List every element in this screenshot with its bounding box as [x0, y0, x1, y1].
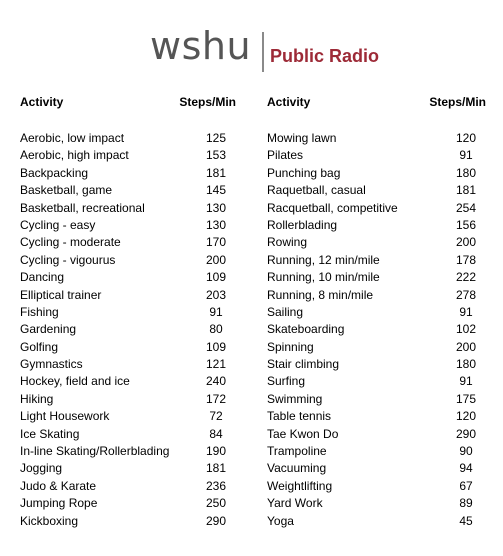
steps-value: 121: [205, 357, 227, 372]
steps-value: 91: [459, 374, 473, 389]
table-row: [267, 339, 486, 356]
activity-name: Kickboxing: [20, 513, 79, 528]
steps-value: 181: [455, 183, 477, 198]
steps-value: 145: [205, 183, 227, 198]
activity-name: Mowing lawn: [267, 131, 337, 145]
activity-name: Hockey, field and ice: [20, 374, 130, 389]
table-row: [20, 130, 236, 147]
table-row: [20, 304, 236, 321]
steps-value: 120: [455, 409, 477, 424]
activity-name: Cycling - moderate: [20, 235, 121, 250]
activity-name: Running, 12 min/mile: [267, 252, 380, 267]
steps-value: 222: [455, 270, 477, 285]
table-row: [267, 217, 486, 234]
table-row: [267, 443, 486, 460]
table-row: [267, 478, 486, 495]
steps-value: 120: [455, 131, 477, 145]
steps-value: 67: [459, 478, 473, 493]
activity-name: Running, 10 min/mile: [267, 270, 380, 285]
steps-value: 203: [205, 287, 227, 302]
table-row: [267, 147, 486, 164]
steps-value: 190: [205, 444, 227, 459]
steps-value: 200: [205, 252, 227, 267]
activity-name: Gymnastics: [20, 357, 83, 372]
steps-value: 200: [455, 235, 477, 250]
table-row: [267, 495, 486, 512]
activity-name: Trampoline: [267, 444, 327, 459]
activity-name: Stair climbing: [267, 357, 340, 372]
table-header: [20, 95, 236, 111]
activity-name: Cycling - easy: [20, 217, 96, 232]
table-row: [20, 460, 236, 477]
right-table: [267, 95, 486, 530]
activity-name: Vacuuming: [267, 461, 327, 476]
table-row: [267, 252, 486, 269]
steps-value: 181: [205, 461, 227, 476]
table-row: [20, 217, 236, 234]
activity-name: Backpacking: [20, 165, 89, 180]
steps-value: 178: [455, 252, 477, 267]
steps-value: 94: [459, 461, 473, 476]
steps-value: 109: [205, 270, 227, 285]
steps-value: 89: [459, 496, 473, 511]
left-table: [20, 95, 236, 530]
steps-value: 130: [205, 200, 227, 215]
table-row: [20, 478, 236, 495]
steps-value: 72: [209, 409, 223, 424]
activity-name: Yoga: [267, 513, 294, 528]
table-row: [20, 373, 236, 390]
steps-header: Steps/Min: [429, 95, 486, 109]
steps-value: 80: [209, 322, 223, 337]
activity-name: Racquetball, competitive: [267, 200, 398, 215]
table-row: [20, 252, 236, 269]
activity-name: Raquetball, casual: [267, 183, 366, 198]
steps-value: 45: [459, 513, 473, 528]
steps-value: 90: [459, 444, 473, 459]
table-row: [267, 130, 486, 147]
activity-name: Basketball, game: [20, 183, 113, 198]
table-row: [20, 408, 236, 425]
table-row: [267, 391, 486, 408]
steps-value: 180: [455, 165, 477, 180]
activity-name: Cycling - vigourus: [20, 252, 116, 267]
table-row: [20, 269, 236, 286]
table-row: [20, 287, 236, 304]
activity-name: Dancing: [20, 270, 65, 285]
activity-name: Ice Skating: [20, 426, 80, 441]
steps-value: 91: [209, 304, 223, 319]
left-rows: [20, 130, 236, 530]
table-row: [267, 304, 486, 321]
activity-name: Sailing: [267, 304, 304, 319]
steps-value: 180: [455, 357, 477, 372]
table-row: [20, 321, 236, 338]
activity-name: Rowing: [267, 235, 308, 250]
activity-name: In-line Skating/Rollerblading: [20, 444, 170, 459]
table-row: [20, 495, 236, 512]
table-row: [267, 287, 486, 304]
steps-value: 240: [205, 374, 227, 389]
steps-value: 91: [459, 148, 473, 163]
activity-name: Spinning: [267, 339, 314, 354]
table-row: [20, 339, 236, 356]
activity-name: Jumping Rope: [20, 496, 98, 511]
activity-name: Gardening: [20, 322, 77, 337]
activity-name: Hiking: [20, 391, 54, 406]
activity-name: Yard Work: [267, 496, 323, 511]
table-row: [20, 426, 236, 443]
table-row: [20, 200, 236, 217]
activity-header: Activity: [20, 95, 64, 109]
activity-name: Jogging: [20, 461, 63, 476]
activity-header: Activity: [267, 95, 311, 109]
steps-value: 102: [455, 322, 477, 337]
steps-value: 278: [455, 287, 477, 302]
activity-name: Fishing: [20, 304, 59, 319]
activity-name: Pilates: [267, 148, 304, 163]
steps-value: 290: [455, 426, 477, 441]
activity-name: Tae Kwon Do: [267, 426, 339, 441]
table-row: [20, 513, 236, 530]
steps-value: 153: [205, 148, 227, 163]
table-row: [267, 408, 486, 425]
wshu-logo: [150, 24, 380, 75]
steps-value: 125: [205, 131, 227, 145]
logo-tagline: Public Radio: [270, 46, 380, 66]
table-row: [267, 321, 486, 338]
activity-name: Swimming: [267, 391, 323, 406]
activity-name: Table tennis: [267, 409, 332, 424]
table-row: [20, 147, 236, 164]
activity-name: Aerobic, high impact: [20, 148, 129, 163]
table-row: [267, 182, 486, 199]
table-row: [267, 513, 486, 530]
table-row: [20, 443, 236, 460]
table-row: [20, 356, 236, 373]
steps-value: 250: [205, 496, 227, 511]
table-row: [20, 165, 236, 182]
activity-name: Surfing: [267, 374, 306, 389]
steps-value: 290: [205, 513, 227, 528]
steps-value: 130: [205, 217, 227, 232]
steps-value: 91: [459, 304, 473, 319]
activity-name: Elliptical trainer: [20, 287, 102, 302]
activity-name: Skateboarding: [267, 322, 345, 337]
steps-value: 181: [205, 165, 227, 180]
steps-value: 84: [209, 426, 223, 441]
table-row: [20, 234, 236, 251]
steps-value: 172: [205, 391, 227, 406]
table-row: [267, 234, 486, 251]
logo-wordmark: wshu: [150, 24, 252, 68]
steps-value: 170: [205, 235, 227, 250]
table-row: [267, 460, 486, 477]
table-row: [267, 269, 486, 286]
activity-name: Punching bag: [267, 165, 341, 180]
activity-name: Light Housework: [20, 409, 110, 424]
logo-divider: [262, 32, 264, 72]
table-row: [267, 200, 486, 217]
table-row: [20, 391, 236, 408]
table-row: [267, 165, 486, 182]
activity-name: Running, 8 min/mile: [267, 287, 374, 302]
steps-value: 236: [205, 478, 227, 493]
steps-value: 200: [455, 339, 477, 354]
activity-name: Aerobic, low impact: [20, 131, 125, 145]
activity-name: Golfing: [20, 339, 59, 354]
activity-name: Rollerblading: [267, 217, 338, 232]
table-header: [267, 95, 486, 111]
table-row: [267, 426, 486, 443]
activity-name: Judo & Karate: [20, 478, 97, 493]
table-row: [267, 356, 486, 373]
table-row: [267, 373, 486, 390]
steps-value: 156: [455, 217, 477, 232]
activity-name: Weightlifting: [267, 478, 333, 493]
steps-value: 109: [205, 339, 227, 354]
steps-header: Steps/Min: [179, 95, 236, 109]
right-rows: [267, 130, 486, 530]
steps-value: 254: [455, 200, 477, 215]
steps-value: 175: [455, 391, 477, 406]
table-row: [20, 182, 236, 199]
activity-name: Basketball, recreational: [20, 200, 145, 215]
